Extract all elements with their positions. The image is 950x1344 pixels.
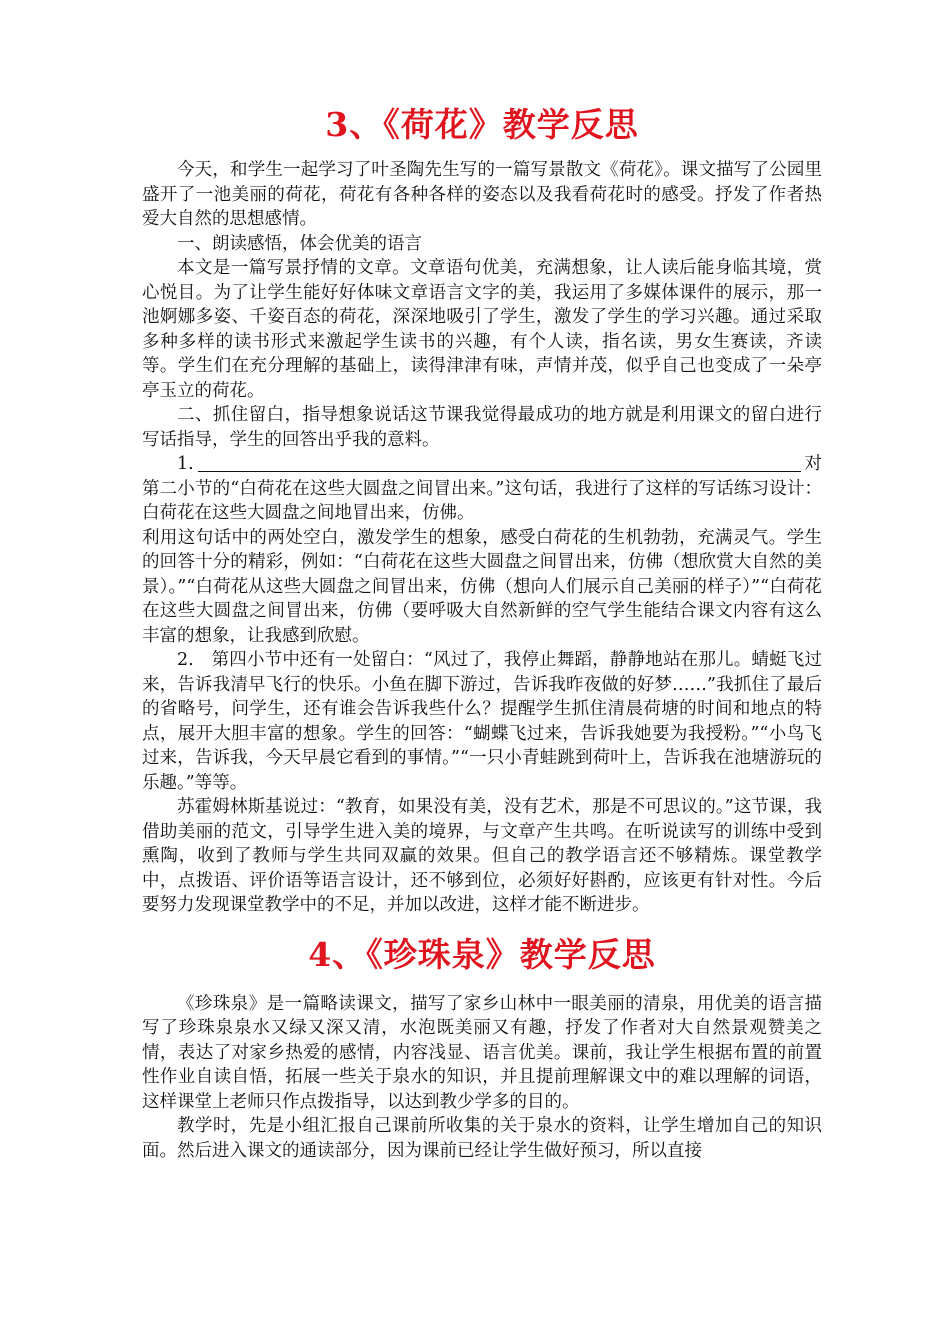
section-3-paragraph-conclusion: 苏霍姆林斯基说过：“教育，如果没有美，没有艺术，那是不可思议的。”这节课，我借助美丽的范文，引导学生进入美的境界，与文章产生共鸣。在听说读写的训练中受到熏陶，收到了教师与学生共同双赢的效果。但自己的教学语言还不够精炼。课堂教学中，点拨语、评价语等语言设计，还不够到位，必须好好斟酌，应该更有针对性。今后要努力发现课堂教学中的不足，并加以改进，这样才能不断进步。 bbox=[142, 797, 822, 915]
fill-in-blank-line bbox=[142, 452, 822, 477]
section-3-title: 3、《荷花》教学反思 bbox=[325, 105, 639, 144]
section-3-paragraph-answers: 利用这句话中的两处空白，激发学生的想象，感受白荷花的生机勃勃，充满灵气。学生的回答十分的精彩，例如：“白荷花在这些大圆盘之间冒出来，仿佛（想欣赏大自然的美景）。”“白荷花从这些大圆盘之间冒出来，仿佛（想向人们展示自己美丽的样子）”“白荷花在这些大圆盘之间冒出来，仿佛（要呼吸大自然新鲜的空气学生能结合课文内容有这么丰富的想象，让我感到欣慰。 bbox=[142, 527, 822, 646]
blank-underline bbox=[198, 471, 801, 472]
section-4-paragraph-teaching: 教学时，先是小组汇报自己课前所收集的关于泉水的资料，让学生增加自己的知识面。然后进入课文的通读部分，因为课前已经让学生做好预习，所以直接 bbox=[142, 1116, 822, 1161]
item-1-tail: 对 bbox=[804, 454, 822, 474]
section-3-intro-paragraph: 今天，和学生一起学习了叶圣陶先生写的一篇写景散文《荷花》。课文描写了公园里盛开了一池美丽的荷花，荷花有各种各样的姿态以及我看荷花时的感受。抒发了作者热爱大自然的思想感情。 bbox=[142, 160, 822, 229]
section-4-intro-paragraph: 《珍珠泉》是一篇略读课文，描写了家乡山林中一眼美丽的清泉，用优美的语言描写了珍珠泉泉水又绿又深又清，水泡既美丽又有趣，抒发了作者对大自然景观赞美之情，表达了对家乡热爱的感情，内容浅显、语言优美。课前，我让学生根据布置的前置性作业自读自悟，拓展一些关于泉水的知识，并且提前理解课文中的难以理解的词语，这样课堂上老师只作点拨指导，以达到教少学多的目的。 bbox=[142, 993, 822, 1112]
section-3-paragraph-exercise: 第二小节的“白荷花在这些大圆盘之间冒出来。”这句话，我进行了这样的写话练习设计：白荷花在这些大圆盘之间地冒出来，仿佛。 bbox=[142, 478, 822, 523]
section-4-title: 4、《珍珠泉》教学反思 bbox=[308, 934, 656, 974]
section-3-paragraph-reading: 本文是一篇写景抒情的文章。文章语句优美，充满想象，让人读后能身临其境，赏心悦目。为了让学生能好好体味文章语言文字的美，我运用了多媒体课件的展示，那一池婀娜多姿、千姿百态的荷花，深深地吸引了学生，激发了学生的学习兴趣。通过采取多种多样的读书形式来激起学生读书的兴趣，有个人读，指名读，男女生赛读，齐读等。学生们在充分理解的基础上，读得津津有味，声情并茂，似乎自己也变成了一朵亭亭玉立的荷花。 bbox=[142, 258, 822, 401]
section-3-heading-1: 一、朗读感悟，体会优美的语言 bbox=[177, 233, 422, 254]
item-1-number: 1. bbox=[177, 454, 194, 474]
section-3-heading-2: 二、抓住留白，指导想象说话这节课我觉得最成功的地方就是利用课文的留白进行写话指导，学生的回答出乎我的意料。 bbox=[142, 405, 822, 450]
section-3-paragraph-item-2: 2. 第四小节中还有一处留白：“风过了，我停止舞蹈，静静地站在那儿。蜻蜓飞过来，告诉我清早飞行的快乐。小鱼在脚下游过，告诉我昨夜做的好梦……”我抓住了最后的省略号，问学生，还有谁会告诉我些什么？提醒学生抓住清晨荷塘的时间和地点的特点，展开大胆丰富的想象。学生的回答：“蝴蝶飞过来，告诉我她要为我授粉。”“小鸟飞过来，告诉我，今天早晨它看到的事情。”“一只小青蛙跳到荷叶上，告诉我在池塘游玩的乐趣。”等等。 bbox=[142, 650, 822, 793]
document-page bbox=[142, 96, 822, 1163]
